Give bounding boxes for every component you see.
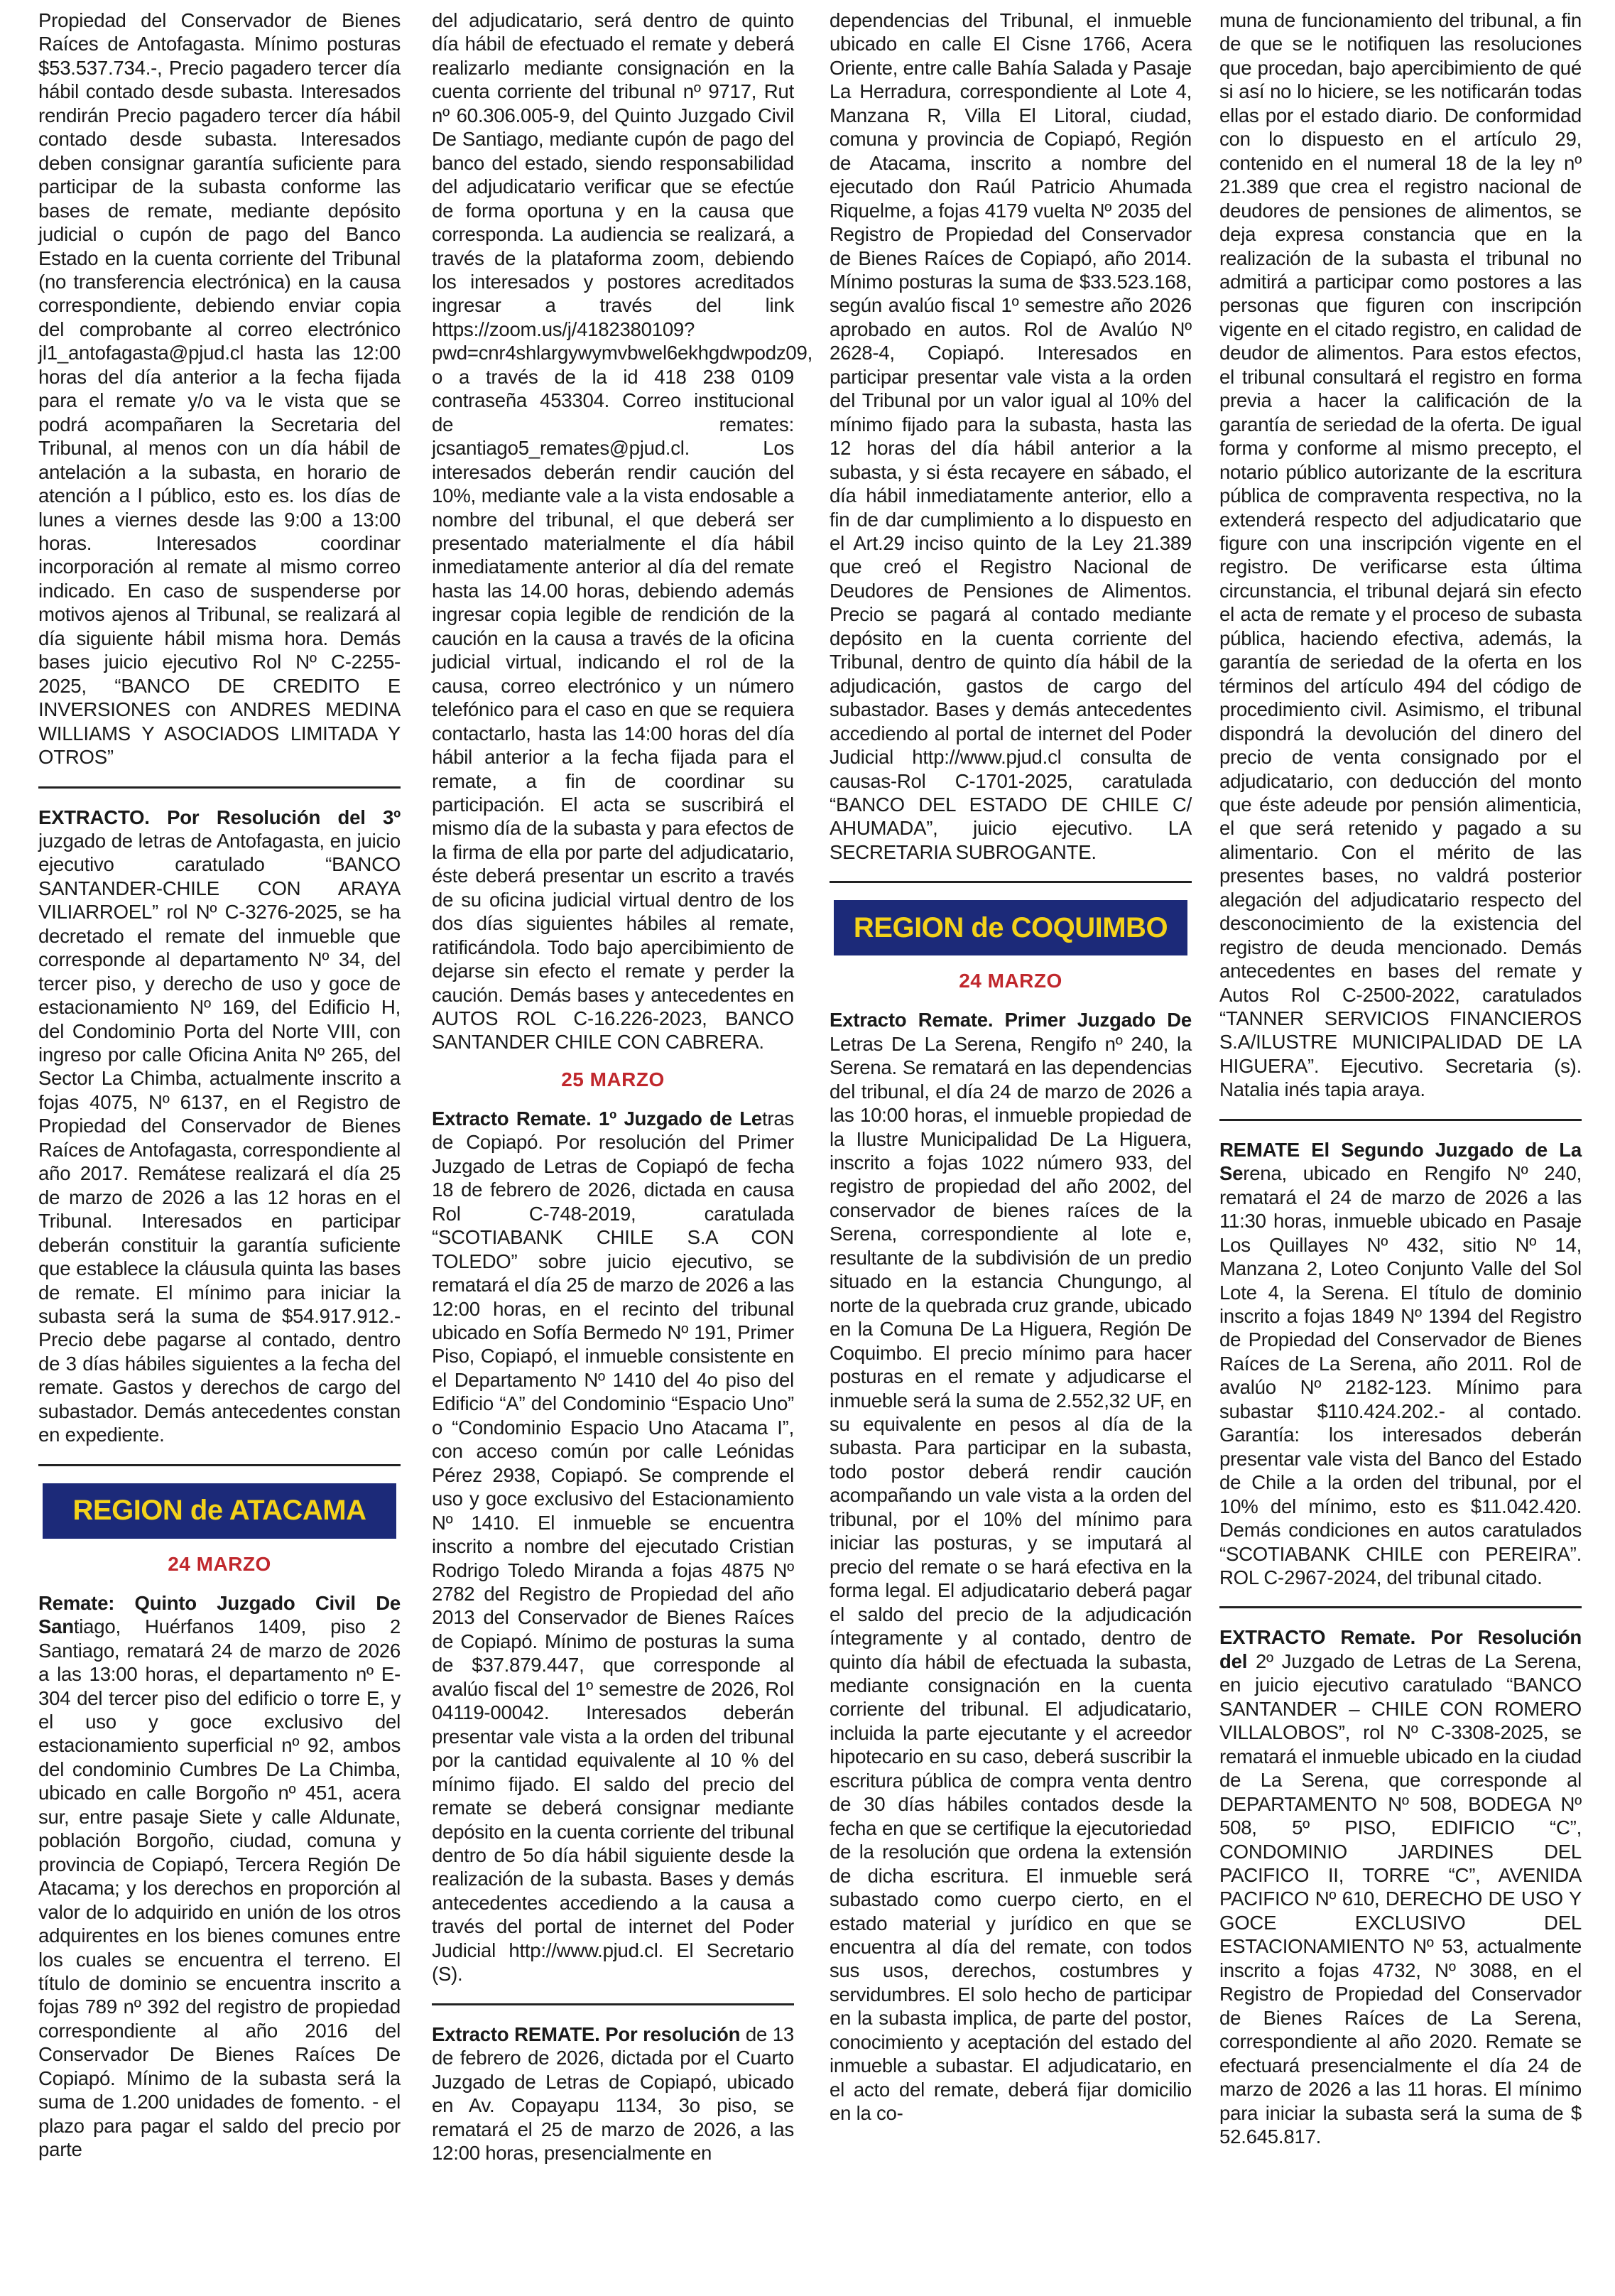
notice-text: 2º Juzgado de Letras de La Serena, en juicio ejecutivo caratulado “BANCO SANTANDER – CHILE CON ROMERO VILLALOBOS”, rol Nº C-3308-2025, se rematará el inmueble ubicado en la ciudad de La Serena, que corresponde al DEPARTAMENTO Nº 508, BODEGA Nº 508, 5º PISO, EDIFICIO “C”, CONDOMINIO JARDINES DEL PACIFICO II, TORRE “C”, AVENIDA PACIFICO Nº 610, DERECHO DE USO Y GOCE EXCLUSIVO DEL ESTACIONAMIENTO Nº 53, actualmente inscrito a fojas 4732, Nº 3088, en el Registro de Propiedad del Conservador de Bienes Raíces de La Serena, correspondiente al año 2020. Remate se efectuará presencialmente el día 24 de marzo de 2026 a las 11 horas. El mínimo para iniciar la subasta será la suma de $ 52.645.817. — [1219, 1650, 1582, 2148]
divider — [1219, 1606, 1582, 1608]
date-heading: 24 MARZO — [168, 1552, 271, 1575]
notice-lead: Extracto Remate. 1º Juzgado de Le — [432, 1107, 762, 1130]
column-2 — [432, 9, 813, 2165]
notice — [1219, 1625, 1582, 2148]
notice-text: rena, ubicado en Rengifo Nº 240, rematará el 24 de marzo de 2026 a las 11:30 horas, inmueble ubicado en Pasaje Los Quillayes Nº 432, sitio Nº 14, Manzana 2, Loteo Conjunto Valle del Sol Lote 4, la Serena. El título de dominio inscrito a fojas 1849 Nº 1394 del Registro de Propiedad del Conservador de Bienes Raíces de La Serena, año 2011. Rol de avalúo Nº 2182-123. Mínimo para subastar $110.424.202.- al contado. Garantía: los interesados deberán presentar vale vista del Banco del Estado de Chile a la orden del tribunal, por el 10% del mínimo, esto es $11.042.420. Demás condiciones en autos caratulados “SCOTIABANK CHILE con PEREIRA”. ROL C-2967-2024, del tribunal citado. — [1219, 1162, 1582, 1588]
notice — [38, 1591, 401, 2162]
notice-text: juzgado de letras de Antofagasta, en juicio ejecutivo caratulado “BANCO SANTANDER-CHILE CON ARAYA VILIARROEL” rol Nº C-3276-2025, se ha decretado el remate del inmueble que corresponde al departamento Nº 34, del tercer piso, y derecho de uso y goce de estacionamiento Nº 169, del Edificio H, del Condominio Porta del Norte VIII, con ingreso por calle Oficina Anita Nº 265, del Sector La Chimba, actualmente inscrito a fojas 4075, Nº 6137, en el Registro de Propiedad del Conservador de Bienes Raíces de Antofagasta, correspondiente al año 2017. Remátese realizará el día 25 de marzo de 2026 a las 12 horas en el Tribunal. Interesados en participar deberán constituir la garantía suficiente que establece la cláusula quinta las bases de remate. El mínimo para iniciar la subasta será la suma de $54.917.912.- Precio debe pagarse al contado, dentro de 3 días hábiles siguientes a la fecha del remate. Gastos y derechos de cargo del subastador. Demás antecedentes constan en expediente. — [38, 829, 401, 1446]
notice-text: tiago, Huérfanos 1409, piso 2 Santiago, rematará 24 de marzo de 2026 a las 13:00 horas, el departamento nº E-304 del tercer piso del edificio o torre E, y el uso y goce exclusivo del estacionamiento superficial nº 92, ambos del condominio Cumbres De La Chimba, ubicado en calle Borgoño nº 451, acera sur, entre pasaje Siete y calle Aldunate, población Borgoño, ciudad, comuna y provincia de Copiapó, Tercera Región De Atacama; y los derechos en proporción al valor de lo adquirido en unión de los otros adquirentes en los bienes comunes entre los cuales se encuentra el terreno. El título de dominio se encuentra inscrito a fojas 789 nº 392 del registro de propiedad correspondiente al año 2016 del Conservador De Bienes Raíces De Copiapó. Mínimo de la subasta será la suma de 1.200 unidades de fomento. - el plazo para pagar el saldo del precio por parte — [38, 1615, 401, 2161]
notice-lead: EXTRACTO Remate. Por Resolución del — [1219, 1626, 1582, 1672]
notice-lead: EXTRACTO. Por Resolución del 3º — [38, 806, 401, 828]
notice-text: del adjudicatario, será dentro de quinto día hábil de efectuado el remate y deberá realizarlo mediante consignación en la cuenta corriente del tribunal nº 9717, Rut nº 60.306.005-9, del Quinto Juzgado Civil De Santiago, mediante cupón de pago del banco del estado, siendo responsabilidad del adjudicatario verificar que se efectúe de forma oportuna y en la causa que corresponda. La audiencia se realizará, a través de la plataforma zoom, debiendo los interesados y postores acreditados ingresar a través del link https://zoom.us/j/4182380109?pwd=cnr4shlargywymvbwel6ekhgdwpodz09, o a través de la id 418 238 0109 contraseña 453304. Correo institucional de remates: jcsantiago5_remates@pjud.cl. Los interesados deberán rendir caución del 10%, mediante vale a la vista endosable a nombre del tribunal, el que deberá ser presentado materialmente el día hábil inmediatamente anterior al día del remate hasta las 14.00 horas, debiendo además ingresar copia legible de rendición de la caución en la causa a través de la oficina judicial virtual, indicando el rol de la causa, correo electrónico y un número telefónico para el caso en que se requiera contactarlo, hasta las 14:00 horas del día hábil anterior a la fecha fijada para el remate, a fin de coordinar su participación. El acta se suscribirá el mismo día de la subasta y para efectos de la firma de ella por parte del adjudicatario, éste deberá presentar un escrito a través de su oficina judicial virtual dentro de los dos días siguientes hábiles al remate, ratificándola. Todo bajo apercibimiento de dejarse sin efecto el remate y perder la caución. Demás bases y antecedentes en AUTOS ROL C-16.226-2023, BANCO SANTANDER CHILE CON CABRERA. — [432, 9, 813, 1054]
notice — [38, 806, 401, 1447]
notice-lead: Remate: Quinto Juzgado Civil De San — [38, 1591, 401, 1638]
date-heading: 24 MARZO — [959, 970, 1062, 992]
region-banner-label: REGION de COQUIMBO — [853, 911, 1168, 943]
notice-text: Propiedad del Conservador de Bienes Raíces de Antofagasta. Mínimo posturas $53.537.734.-, Precio pagadero tercer día hábil contado desde subasta. Interesados rendirán Precio pagadero tercer día hábil contado desde subasta. Interesados deben consignar garantía suficiente para participar de la subasta conforme las bases de remate, mediante depósito judicial o cupón de pago del Banco Estado en la cuenta corriente del Tribunal (no transferencia electrónica) en la causa correspondiente, debiendo enviar copia del comprobante al correo electrónico jl1_antofagasta@pjud.cl hasta las 12:00 horas del día anterior a la fecha fijada para el remate y/o va le vista que se podrá acompañaren la Secretaria del Tribunal, al menos con un día hábil de antelación a la subasta, en horario de atención a l público, esto es. los días de lunes a viernes desde las 9:00 a 13:00 horas. Interesados coordinar incorporación al remate al mismo correo indicado. En caso de suspenderse por motivos ajenos al Tribunal, se realizará al día siguiente hábil misma hora. Demás bases juicio ejecutivo Rol Nº C-2255-2025, “BANCO DE CREDITO E INVERSIONES con ANDRES MEDINA WILLIAMS Y ASOCIADOS LIMITADA Y OTROS” — [38, 9, 401, 769]
region-banner-label: REGION de ATACAMA — [72, 1495, 366, 1527]
region-banner-atacama — [43, 1483, 396, 1539]
notice-lead: Extracto Remate. Primer Juzgado De — [830, 1009, 1192, 1031]
notice — [1219, 1138, 1582, 1590]
divider — [1219, 1119, 1582, 1121]
notice-lead: REMATE El Segundo Juzgado de La Se — [1219, 1138, 1582, 1185]
notice — [830, 1008, 1192, 2125]
divider — [432, 2003, 794, 2005]
divider — [38, 786, 401, 789]
notice — [432, 2022, 794, 2165]
notice-text: muna de funcionamiento del tribunal, a fin de que se le notifiquen las resoluciones que procedan, bajo apercibimiento de qué si así no lo hiciere, se les notificarán todas ellas por el estado diario. De conformidad con lo dispuesto en el artículo 29, contenido en el numeral 18 de la ley nº 21.389 que crea el registro nacional de deudores de pensiones de alimentos, se deja expresa constancia que en la realización de la subasta el tribunal no admitirá a participar como postores a las personas que figuren con inscripción vigente en el citado registro, en calidad de deudor de alimentos. Para estos efectos, el tribunal consultará el registro en forma previa a hacer la calificación de la garantía de seriedad de la oferta. De igual forma y conforme al mismo precepto, el notario público autorizante de la escritura pública de compraventa respectiva, no la extenderá respecto del adjudicatario que figure con una inscripción vigente en el registro. De verificarse esta última circunstancia, el tribunal dejará sin efecto el acta de remate y el proceso de subasta pública, haciendo efectiva, además, la garantía de seriedad de la oferta en los términos del artículo 494 del código de procedimiento civil. Asimismo, el tribunal dispondrá la devolución del dinero del precio de venta consignado por el adjudicatario, con deducción del monto que éste adeude por pensión alimenticia, el que será retenido y pagado a su alimentario. Con el mérito de las presentes bases, no valdrá posterior alegación del adjudicatario respecto del desconocimiento de la existencia del registro de deuda mencionado. Demás antecedentes en bases del remate y Autos Rol C-2500-2022, caratulados “TANNER SERVICIOS FINANCIEROS S.A/ILUSTRE MUNICIPALIDAD DE LA HIGUERA”. Ejecutivo. Secretaria (s). Natalia inés tapia araya. — [1219, 9, 1582, 1101]
column-1 — [38, 9, 401, 2162]
column-4 — [1219, 9, 1582, 2148]
divider — [38, 1464, 401, 1466]
notice-text: tras de Copiapó. Por resolución del Primer Juzgado de Letras de Copiapó de fecha 18 de febrero de 2026, dictada en causa Rol C-748-2019, caratulada “SCOTIABANK CHILE S.A CON TOLEDO” sobre juicio ejecutivo, se rematará el día 25 de marzo de 2026 a las 12:00 horas, en el recinto del tribunal ubicado en Sofía Bermedo Nº 191, Primer Piso, Copiapó, el inmueble consistente en el Departamento Nº 1410 del 4o piso del Edificio “A” del Condominio “Espacio Uno” o “Condominio Espacio Uno Atacama I”, con acceso común por calle Leónidas Pérez 2938, Copiapó. Se comprende el uso y goce exclusivo del Estacionamiento Nº 1410. El inmueble se encuentra inscrito a nombre del ejecutado Cristian Rodrigo Toledo Miranda a fojas 4875 Nº 2782 del Registro de Propiedad del año 2013 del Conservador de Bienes Raíces de Copiapó. Mínimo de posturas la suma de $37.879.447, que corresponde al avalúo fiscal del 1º semestre de 2026, Rol 04119-00042. Interesados deberán presentar vale vista a la orden del tribunal por la cantidad equivalente al 10 % del mínimo fijado. El saldo del precio del remate se deberá consignar mediante depósito en la cuenta corriente del tribunal dentro de 5o día hábil siguiente desde la realización de la subasta. Bases y demás antecedentes accediendo a la causa a través del portal de internet del Poder Judicial http://www.pjud.cl. El Secretario (S). — [432, 1107, 794, 1986]
notice — [432, 1107, 794, 1986]
notice-text: de 13 de febrero de 2026, dictada por el Cuarto Juzgado de Letras de Copiapó, ubicado en Av. Copayapu 1134, 3o piso, se rematará el 25 de marzo de 2026, a las 12:00 horas, presencialmente en — [432, 2022, 795, 2164]
notice-text: dependencias del Tribunal, el inmueble ubicado en calle El Cisne 1766, Acera Oriente, entre calle Bahía Salada y Pasaje La Herradura, correspondiente al Lote 4, Manzana R, Villa El Litoral, ciudad, comuna y provincia de Copiapó, Región de Atacama, inscrito a nombre del ejecutado don Raúl Patricio Ahumada Riquelme, a fojas 4179 vuelta Nº 2035 del Registro de Propiedad del Conservador de Bienes Raíces de Copiapó, año 2014. Mínimo posturas la suma de $33.523.168, según avalúo fiscal 1º semestre año 2026 aprobado en autos. Rol de Avalúo Nº 2628-4, Copiapó. Interesados en participar presentar vale vista a la orden del Tribunal por un valor igual al 10% del mínimo fijado para la subasta, hasta las 12 horas del día hábil anterior a la subasta, y si ésta recayere en sábado, el día hábil inmediatamente anterior, ello a fin de dar cumplimiento a lo dispuesto en el Art.29 inciso quinto de la Ley 21.389 que creó el Registro Nacional de Deudores de Pensiones de Alimentos. Precio se pagará al contado mediante depósito en la cuenta corriente del Tribunal, dentro de quinto día hábil de la adjudicación, gastos de cargo del subastador. Bases y demás antecedentes accediendo al portal de internet del Poder Judicial http://www.pjud.cl consulta de causas-Rol C-1701-2025, caratulada “BANCO DEL ESTADO DE CHILE C/ AHUMADA”, juicio ejecutivo. LA SECRETARIA SUBROGANTE. — [830, 9, 1192, 863]
notice-lead: Extracto REMATE. Por resolución — [432, 2022, 741, 2045]
region-banner-coquimbo — [834, 900, 1187, 955]
column-3 — [830, 9, 1192, 2126]
notice-text: Letras De La Serena, Rengifo nº 240, la Serena. Se rematará en las dependencias del tribunal, el día 24 de marzo de 2026 a las 10:00 horas, el inmueble propiedad de la Ilustre Municipalidad De La Higuera, inscrito a fojas 1022 número 933, del registro de propiedad del año 2002, del conservador de bienes raíces de la Serena, correspondiente al lote e, resultante de la subdivisión de un predio situado en la estancia Chungungo, al norte de la quebrada cruz grande, ubicado en la Comuna De La Higuera, Región De Coquimbo. El precio mínimo para hacer posturas en el remate y adjudicarse el inmueble será la suma de 2.552,32 UF, en su equivalente en pesos al día de la subasta. Para participar en la subasta, todo postor deberá rendir caución acompañando un vale vista a la orden del tribunal, por el 10% del mínimo para iniciar las posturas, y se imputará al precio del remate o se hará efectiva en la forma legal. El adjudicatario deberá pagar el saldo del precio de la adjudicación íntegramente y al contado, dentro de quinto día hábil de efectuada la subasta, mediante consignación en la cuenta corriente del tribunal. El adjudicatario, incluida la parte ejecutante y el acreedor hipotecario en su caso, deberá suscribir la escritura pública de compra venta dentro de 30 días hábiles contados desde la fecha en que se certifique la ejecutoriedad de la resolución que ordena la extensión de dicha escritura. El inmueble será subastado como cuerpo cierto, en el estado material y jurídico en que se encuentra al día del remate, con todos sus usos, derechos, costumbres y servidumbres. El solo hecho de participar en la subasta implica, de parte del postor, conocimiento y aceptación del estado del inmueble a subastar. El adjudicatario, en el acto del remate, deberá fijar domicilio en la co- — [830, 1032, 1192, 2125]
divider — [830, 881, 1192, 883]
date-heading: 25 MARZO — [561, 1068, 665, 1090]
